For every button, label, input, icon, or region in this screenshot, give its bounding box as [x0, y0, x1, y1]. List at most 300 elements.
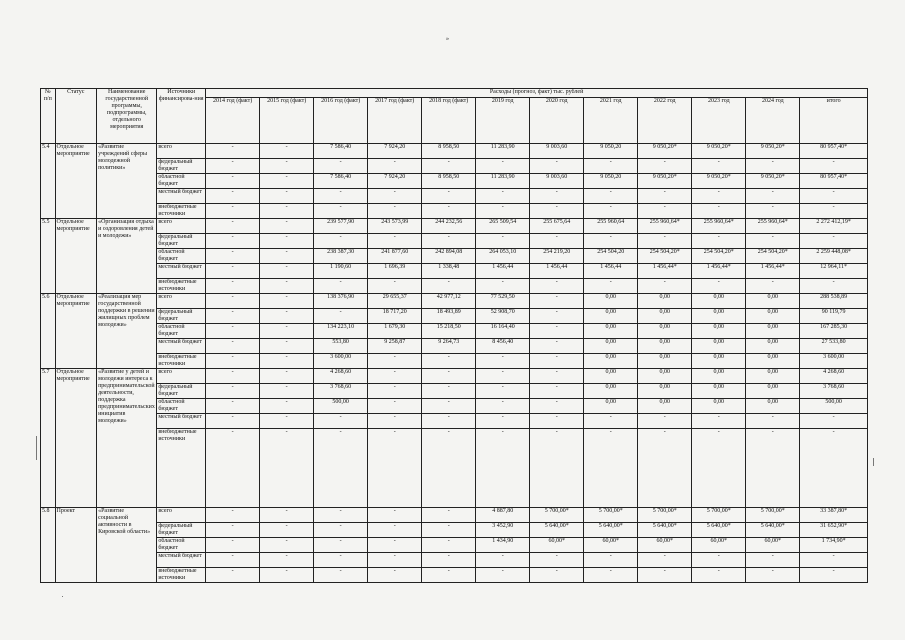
expense-cell: - — [368, 384, 422, 399]
expense-cell: - — [530, 279, 584, 294]
funding-source: областной бюджет — [157, 249, 206, 264]
expense-cell: 0,00 — [638, 399, 692, 414]
expense-cell: - — [260, 174, 314, 189]
expense-cell: 27 533,80 — [800, 339, 868, 354]
expense-cell: - — [530, 429, 584, 508]
expense-cell: 0,00 — [746, 309, 800, 324]
expense-cell: - — [260, 294, 314, 309]
expense-cell: 52 908,70 — [476, 309, 530, 324]
expense-cell: 0,00 — [638, 294, 692, 309]
expense-cell: 0,00 — [638, 309, 692, 324]
expense-cell: - — [638, 279, 692, 294]
expense-cell: - — [692, 568, 746, 583]
expense-cell: 5 700,00* — [746, 508, 800, 523]
expense-cell: - — [260, 234, 314, 249]
expense-cell: 1 456,44 — [530, 264, 584, 279]
expense-cell: - — [746, 234, 800, 249]
expense-cell: - — [206, 369, 260, 384]
expense-cell: 11 283,90 — [476, 174, 530, 189]
funding-source: федеральный бюджет — [157, 309, 206, 324]
expense-cell: 0,00 — [692, 339, 746, 354]
expense-cell: - — [206, 339, 260, 354]
table-row — [41, 523, 868, 538]
expense-cell: - — [368, 279, 422, 294]
funding-source: местный бюджет — [157, 414, 206, 429]
expense-cell: - — [206, 279, 260, 294]
expense-cell: 5 640,00* — [638, 523, 692, 538]
expense-cell: 0,00 — [584, 369, 638, 384]
expense-cell: - — [206, 523, 260, 538]
expense-cell: 80 957,40* — [800, 174, 868, 189]
expense-cell: - — [422, 234, 476, 249]
table-row — [41, 568, 868, 583]
funding-source: федеральный бюджет — [157, 234, 206, 249]
expense-cell: 500,00 — [314, 399, 368, 414]
header-year: 2021 год — [584, 98, 638, 144]
table-row — [41, 553, 868, 568]
margin-mark — [36, 436, 37, 460]
expense-cell: - — [314, 279, 368, 294]
expense-cell: - — [584, 429, 638, 508]
expense-cell: - — [206, 219, 260, 234]
expense-cell: 9 050,20* — [692, 174, 746, 189]
expense-cell: - — [206, 159, 260, 174]
expense-cell: 0,00 — [584, 324, 638, 339]
expense-cell: 8 958,50 — [422, 174, 476, 189]
expense-cell: - — [638, 568, 692, 583]
expense-cell: - — [206, 354, 260, 369]
expense-cell: - — [476, 414, 530, 429]
expense-cell: - — [476, 369, 530, 384]
expense-cell: 0,00 — [692, 354, 746, 369]
expense-cell: - — [530, 189, 584, 204]
expense-cell: 0,00 — [692, 399, 746, 414]
table-row — [41, 538, 868, 553]
item-name: «Организация отдыха и оздоровления детей и молодежи» — [97, 219, 157, 294]
header-name: Наименование государственной программы, подпрограммы, отдельного мероприятия — [97, 89, 157, 144]
item-name: «Развитие социальной активности в Кировской области» — [97, 508, 157, 583]
expense-cell: 134 223,10 — [314, 324, 368, 339]
expense-cell: - — [800, 429, 868, 508]
expense-cell: 11 283,90 — [476, 144, 530, 159]
expense-cell: 0,00 — [692, 294, 746, 309]
funding-source: местный бюджет — [157, 264, 206, 279]
expense-cell: 18 493,89 — [422, 309, 476, 324]
expense-cell: - — [260, 204, 314, 219]
expense-cell: - — [260, 369, 314, 384]
expense-cell: - — [422, 354, 476, 369]
funding-source: внебюджетные источники — [157, 354, 206, 369]
expense-cell: - — [530, 294, 584, 309]
funding-source: федеральный бюджет — [157, 384, 206, 399]
funding-source: федеральный бюджет — [157, 159, 206, 174]
header-source: Источники финансирова-ния — [157, 89, 206, 144]
item-status: Проект — [55, 508, 97, 583]
expense-cell: - — [368, 159, 422, 174]
expense-cell: - — [530, 369, 584, 384]
expense-cell: 42 977,12 — [422, 294, 476, 309]
expense-cell: - — [692, 553, 746, 568]
page-number: » — [446, 36, 449, 42]
header-year: итого — [800, 98, 868, 144]
expense-cell: 0,00 — [746, 324, 800, 339]
expense-cell: 239 577,90 — [314, 219, 368, 234]
expense-cell: 1 456,44* — [746, 264, 800, 279]
expense-cell: - — [422, 508, 476, 523]
item-number: 5.7 — [41, 369, 56, 508]
funding-source: областной бюджет — [157, 324, 206, 339]
table-row — [41, 249, 868, 264]
expense-cell: - — [206, 204, 260, 219]
expense-cell: - — [206, 324, 260, 339]
expense-cell: 9 050,20* — [638, 144, 692, 159]
expense-cell: - — [692, 279, 746, 294]
expense-cell: - — [314, 309, 368, 324]
expense-cell: 0,00 — [638, 324, 692, 339]
table-row — [41, 279, 868, 294]
expense-cell: 0,00 — [638, 354, 692, 369]
table-row — [41, 414, 868, 429]
expense-cell: 0,00 — [692, 369, 746, 384]
expense-cell: - — [206, 294, 260, 309]
expense-cell: - — [314, 204, 368, 219]
expense-cell: - — [422, 523, 476, 538]
expense-cell: 15 218,50 — [422, 324, 476, 339]
funding-source: всего — [157, 144, 206, 159]
expense-cell: - — [260, 279, 314, 294]
header-year: 2016 год (факт) — [314, 98, 368, 144]
expense-cell: 3 600,00 — [314, 354, 368, 369]
expense-cell: - — [206, 174, 260, 189]
header-year: 2019 год — [476, 98, 530, 144]
funding-source: всего — [157, 508, 206, 523]
expense-cell: 31 652,90* — [800, 523, 868, 538]
expense-cell: 238 387,30 — [314, 249, 368, 264]
expense-cell: - — [476, 553, 530, 568]
expense-cell: 255 675,64 — [530, 219, 584, 234]
expense-cell: - — [746, 429, 800, 508]
expense-cell: - — [422, 414, 476, 429]
expense-cell: 0,00 — [638, 369, 692, 384]
expense-cell: 1 696,39 — [368, 264, 422, 279]
expense-cell: 0,00 — [584, 384, 638, 399]
expense-cell: 1 456,44 — [476, 264, 530, 279]
item-number: 5.6 — [41, 294, 56, 369]
expense-cell: - — [692, 189, 746, 204]
expense-cell: - — [368, 414, 422, 429]
expense-cell: 167 285,30 — [800, 324, 868, 339]
expense-cell: 1 190,60 — [314, 264, 368, 279]
expense-cell: 5 640,00* — [530, 523, 584, 538]
expense-cell: - — [368, 568, 422, 583]
expense-cell: 80 957,40* — [800, 144, 868, 159]
table-row — [41, 159, 868, 174]
funding-source: областной бюджет — [157, 538, 206, 553]
expense-cell: 0,00 — [584, 339, 638, 354]
expense-cell: - — [800, 279, 868, 294]
expense-cell: - — [368, 204, 422, 219]
table-row — [41, 264, 868, 279]
header-no: № п/п — [41, 89, 56, 144]
expense-cell: 5 640,00* — [692, 523, 746, 538]
expense-cell: 0,00 — [584, 354, 638, 369]
expense-cell: - — [206, 144, 260, 159]
funding-source: внебюджетные источники — [157, 429, 206, 508]
funding-source: всего — [157, 369, 206, 384]
funding-source: местный бюджет — [157, 189, 206, 204]
expense-cell: 77 529,50 — [476, 294, 530, 309]
expense-cell: - — [422, 279, 476, 294]
expense-cell: - — [260, 429, 314, 508]
expense-cell: - — [476, 204, 530, 219]
item-name: «Развитие учреждений сферы молодежной политики» — [97, 144, 157, 219]
funding-source: местный бюджет — [157, 339, 206, 354]
margin-mark — [62, 596, 63, 597]
expense-cell: 1 679,30 — [368, 324, 422, 339]
expense-cell: - — [422, 189, 476, 204]
expense-cell: - — [314, 234, 368, 249]
expense-cell: - — [260, 339, 314, 354]
expense-cell: 2 272 412,19* — [800, 219, 868, 234]
expense-cell: - — [746, 279, 800, 294]
expense-cell: - — [800, 204, 868, 219]
expense-cell: - — [422, 384, 476, 399]
expense-cell: 3 452,90 — [476, 523, 530, 538]
expense-cell: 1 456,44 — [584, 264, 638, 279]
expense-cell: - — [206, 309, 260, 324]
expense-cell: - — [368, 189, 422, 204]
expense-cell: - — [206, 189, 260, 204]
table-row — [41, 144, 868, 159]
expense-cell: 3 600,00 — [800, 354, 868, 369]
expense-cell: - — [260, 568, 314, 583]
expense-cell: - — [314, 523, 368, 538]
expense-cell: 0,00 — [638, 384, 692, 399]
expense-cell: - — [584, 204, 638, 219]
item-name: «Развитие у детей и молодежи интереса к предпринимательской деятельности, поддержка предпринимательских инициатив молодежи» — [97, 369, 157, 508]
table-row — [41, 399, 868, 414]
item-status: Отдельное мероприятие — [55, 294, 97, 369]
expense-cell: - — [746, 159, 800, 174]
expense-cell: - — [530, 354, 584, 369]
expense-cell: - — [206, 384, 260, 399]
expense-cell: 0,00 — [692, 309, 746, 324]
expense-cell: - — [260, 523, 314, 538]
expense-cell: - — [206, 538, 260, 553]
funding-source: внебюджетные источники — [157, 204, 206, 219]
expense-cell: - — [314, 508, 368, 523]
expense-cell: - — [260, 324, 314, 339]
table-row — [41, 324, 868, 339]
expense-cell: - — [692, 204, 746, 219]
expense-cell: - — [692, 159, 746, 174]
expense-cell: 255 960,64 — [584, 219, 638, 234]
expense-cell: 0,00 — [746, 384, 800, 399]
expense-cell: - — [422, 568, 476, 583]
expense-cell: 243 573,99 — [368, 219, 422, 234]
margin-mark — [873, 458, 874, 466]
expense-cell: 60,00* — [746, 538, 800, 553]
expense-cell: - — [206, 553, 260, 568]
expense-cell: - — [476, 429, 530, 508]
item-name: «Реализация мер государственной поддержки в решении жилищных проблем молодежи» — [97, 294, 157, 369]
expense-cell: - — [206, 414, 260, 429]
expense-cell: 7 924,20 — [368, 174, 422, 189]
expense-cell: 264 053,10 — [476, 249, 530, 264]
expense-cell: 16 164,40 — [476, 324, 530, 339]
expense-cell: 254 504,20* — [746, 249, 800, 264]
expense-cell: 255 960,64* — [692, 219, 746, 234]
expense-cell: - — [746, 189, 800, 204]
expense-cell: - — [260, 309, 314, 324]
expense-cell: - — [530, 159, 584, 174]
expense-cell: - — [206, 568, 260, 583]
expense-cell: - — [260, 508, 314, 523]
expense-cell: - — [314, 538, 368, 553]
expense-cell: - — [476, 568, 530, 583]
header-year: 2024 год — [746, 98, 800, 144]
expense-cell: - — [206, 264, 260, 279]
expense-cell: 0,00 — [746, 354, 800, 369]
expense-cell: 2 259 448,08* — [800, 249, 868, 264]
expense-cell: - — [422, 429, 476, 508]
expense-cell: 5 700,00* — [638, 508, 692, 523]
expense-cell: - — [692, 414, 746, 429]
expense-cell: 254 504,20* — [692, 249, 746, 264]
header-year: 2015 год (факт) — [260, 98, 314, 144]
expense-cell: - — [476, 384, 530, 399]
expense-cell: - — [530, 234, 584, 249]
expense-cell: 8 456,40 — [476, 339, 530, 354]
table-row — [41, 429, 868, 508]
expense-cell: - — [206, 249, 260, 264]
expense-cell: 0,00 — [584, 399, 638, 414]
expense-cell: 9 050,20* — [692, 144, 746, 159]
expense-cell: - — [260, 264, 314, 279]
expense-cell: - — [530, 204, 584, 219]
expense-cell: - — [422, 553, 476, 568]
expense-cell: 0,00 — [692, 384, 746, 399]
expense-cell: - — [638, 429, 692, 508]
expense-cell: - — [314, 159, 368, 174]
expense-cell: 60,00* — [638, 538, 692, 553]
expense-cell: - — [530, 399, 584, 414]
header-expenses: Расходы (прогноз, факт) тыс. рублей — [206, 89, 868, 98]
expense-cell: 60,00* — [530, 538, 584, 553]
expense-cell: - — [530, 324, 584, 339]
expense-cell: - — [368, 553, 422, 568]
expense-cell: 244 232,56 — [422, 219, 476, 234]
expense-cell: 5 640,00* — [746, 523, 800, 538]
expense-cell: 18 717,20 — [368, 309, 422, 324]
expense-cell: 8 958,50 — [422, 144, 476, 159]
expense-cell: 242 894,08 — [422, 249, 476, 264]
expense-cell: - — [530, 309, 584, 324]
funding-source: областной бюджет — [157, 399, 206, 414]
funding-source: внебюджетные источники — [157, 568, 206, 583]
funding-source: местный бюджет — [157, 553, 206, 568]
expense-cell: - — [368, 523, 422, 538]
funding-source: всего — [157, 219, 206, 234]
expense-cell: - — [422, 204, 476, 219]
expense-cell: - — [800, 159, 868, 174]
expense-cell: 29 655,37 — [368, 294, 422, 309]
expense-cell: 3 768,60 — [314, 384, 368, 399]
expense-cell: - — [584, 279, 638, 294]
expense-cell: - — [476, 399, 530, 414]
expense-cell: 0,00 — [692, 324, 746, 339]
expense-cell: - — [422, 538, 476, 553]
expense-cell: 241 877,60 — [368, 249, 422, 264]
expense-cell: - — [530, 568, 584, 583]
expense-cell: - — [530, 553, 584, 568]
expense-cell: - — [368, 429, 422, 508]
expense-cell: - — [638, 414, 692, 429]
expense-cell: - — [584, 189, 638, 204]
expense-cell: - — [800, 189, 868, 204]
expense-cell: 9 050,20 — [584, 174, 638, 189]
expense-cell: - — [260, 553, 314, 568]
expense-cell: 5 640,00* — [584, 523, 638, 538]
expenses-table-sheet — [40, 88, 868, 583]
table-row — [41, 309, 868, 324]
expense-cell: - — [530, 384, 584, 399]
expense-cell: 254 219,20 — [530, 249, 584, 264]
expense-cell: 0,00 — [746, 369, 800, 384]
expense-cell: - — [638, 159, 692, 174]
expense-cell: - — [584, 414, 638, 429]
item-status: Отдельное мероприятие — [55, 369, 97, 508]
expense-cell: 9 003,60 — [530, 174, 584, 189]
expense-cell: - — [800, 234, 868, 249]
item-status: Отдельное мероприятие — [55, 144, 97, 219]
expense-cell: 1 456,44* — [638, 264, 692, 279]
expense-cell: 0,00 — [746, 399, 800, 414]
expense-cell: 255 960,64* — [746, 219, 800, 234]
expense-cell: 553,80 — [314, 339, 368, 354]
expense-cell: 4 268,60 — [314, 369, 368, 384]
expense-cell: - — [260, 538, 314, 553]
expense-cell: 60,00* — [692, 538, 746, 553]
expense-cell: 0,00 — [746, 339, 800, 354]
expense-cell: - — [746, 414, 800, 429]
header-year: 2020 год — [530, 98, 584, 144]
expense-cell: 1 338,48 — [422, 264, 476, 279]
expense-cell: 5 700,00* — [530, 508, 584, 523]
expense-cell: - — [368, 399, 422, 414]
table-row — [41, 354, 868, 369]
expense-cell: - — [260, 144, 314, 159]
expense-cell: - — [206, 508, 260, 523]
expense-cell: - — [638, 553, 692, 568]
expense-cell: 90 119,79 — [800, 309, 868, 324]
expense-cell: - — [638, 204, 692, 219]
table-row — [41, 369, 868, 384]
expense-cell: 9 050,20* — [746, 144, 800, 159]
expense-cell: 7 924,20 — [368, 144, 422, 159]
expense-cell: - — [476, 234, 530, 249]
expense-cell: - — [368, 234, 422, 249]
expense-cell: - — [260, 414, 314, 429]
expense-cell: 9 264,73 — [422, 339, 476, 354]
expense-cell: 12 964,11* — [800, 264, 868, 279]
table-row — [41, 189, 868, 204]
expense-cell: - — [638, 189, 692, 204]
expense-cell: - — [314, 553, 368, 568]
expense-cell: - — [584, 568, 638, 583]
header-year: 2017 год (факт) — [368, 98, 422, 144]
expense-cell: 9 003,60 — [530, 144, 584, 159]
